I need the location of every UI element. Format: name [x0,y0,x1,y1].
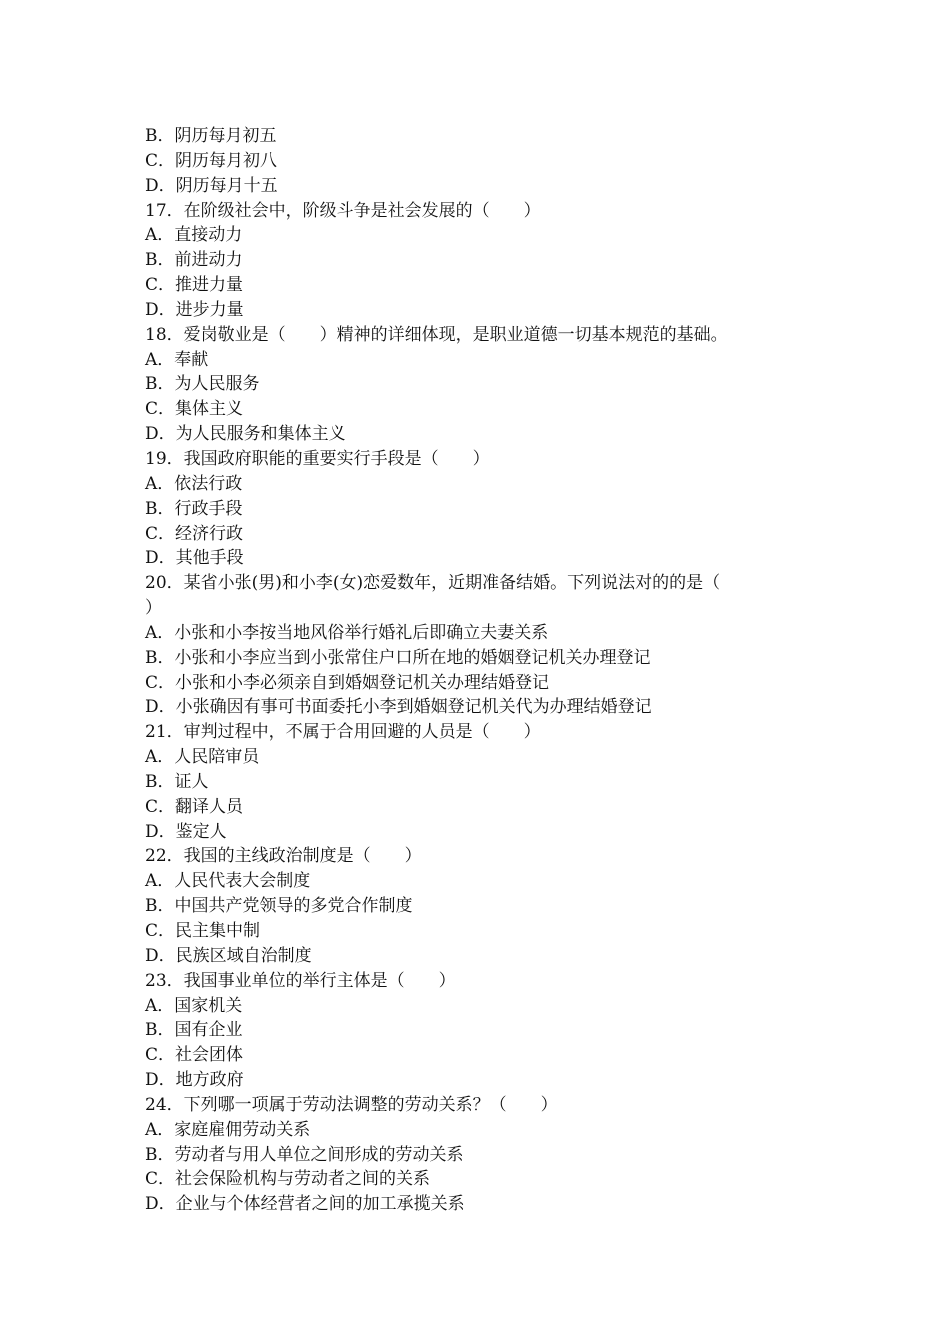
option-b-q22: B．中国共产党领导的多党合作制度 [145,896,413,917]
option-c-q23: C．社会团体 [145,1045,244,1066]
question-19: 19．我国政府职能的重要实行手段是（ ） [145,448,490,469]
option-c-q20: C．小张和小李必须亲自到婚姻登记机关办理结婚登记 [145,672,550,693]
option-a-q18: A．奉献 [145,349,209,370]
option-d-q17: D．进步力量 [145,299,244,320]
option-c-q18: C．集体主义 [145,399,244,420]
option-d-q20: D．小张确因有事可书面委托小李到婚姻登记机关代为办理结婚登记 [145,697,652,718]
option-b-q18: B．为人民服务 [145,374,260,395]
option-c-q21: C．翻译人员 [145,796,244,817]
option-a-q21: A．人民陪审员 [145,747,260,768]
option-a-q24: A．家庭雇佣劳动关系 [145,1119,311,1140]
option-c-q24: C．社会保险机构与劳动者之间的关系 [145,1169,431,1190]
question-23: 23．我国事业单位的举行主体是（ ） [145,970,456,991]
option-d-q16: D．阴历每月十五 [145,175,278,196]
option-a-q23: A．国家机关 [145,995,243,1016]
option-c-q17: C．推进力量 [145,275,244,296]
option-a-q20: A．小张和小李按当地风俗举行婚礼后即确立夫妻关系 [145,622,549,643]
question-21: 21．审判过程中，不属于合用回避的人员是（ ） [145,722,541,743]
option-b-q17: B．前进动力 [145,250,243,271]
option-b-q23: B．国有企业 [145,1020,243,1041]
option-a-q19: A．依法行政 [145,473,243,494]
option-c-q22: C．民主集中制 [145,921,261,941]
option-a-q17: A．直接动力 [145,225,243,246]
question-17: 17．在阶级社会中，阶级斗争是社会发展的（ ） [145,200,541,221]
option-b-q20: B．小张和小李应当到小张常住户口所在地的婚姻登记机关办理登记 [145,647,651,668]
option-c-q16: C．阴历每月初八 [145,150,278,171]
option-d-q19: D．其他手段 [145,548,244,569]
question-list [145,124,805,1217]
option-b-q24: B．劳动者与用人单位之间形成的劳动关系 [145,1144,464,1165]
question-20-continued: ） [145,598,162,619]
question-20: 20．某省小张(男)和小李(女)恋爱数年，近期准备结婚。下列说法对的的是（ [145,573,721,594]
option-b-q19: B．行政手段 [145,498,243,519]
option-c-q19: C．经济行政 [145,523,244,544]
question-22: 22．我国的主线政治制度是（ ） [145,846,422,867]
option-d-q22: D．民族区域自治制度 [145,945,312,966]
option-b-q21: B．证人 [145,771,209,792]
option-d-q18: D．为人民服务和集体主义 [145,424,346,445]
question-24: 24．下列哪一项属于劳动法调整的劳动关系？（ ） [145,1094,558,1115]
option-d-q21: D．鉴定人 [145,821,227,842]
option-d-q24: D．企业与个体经营者之间的加工承揽关系 [145,1194,465,1215]
option-a-q22: A．人民代表大会制度 [145,871,311,892]
question-18: 18．爱岗敬业是（ ）精神的详细体现，是职业道德一切基本规范的基础。 [145,324,728,345]
option-d-q23: D．地方政府 [145,1070,244,1091]
option-b-q16: B．阴历每月初五 [145,126,277,146]
